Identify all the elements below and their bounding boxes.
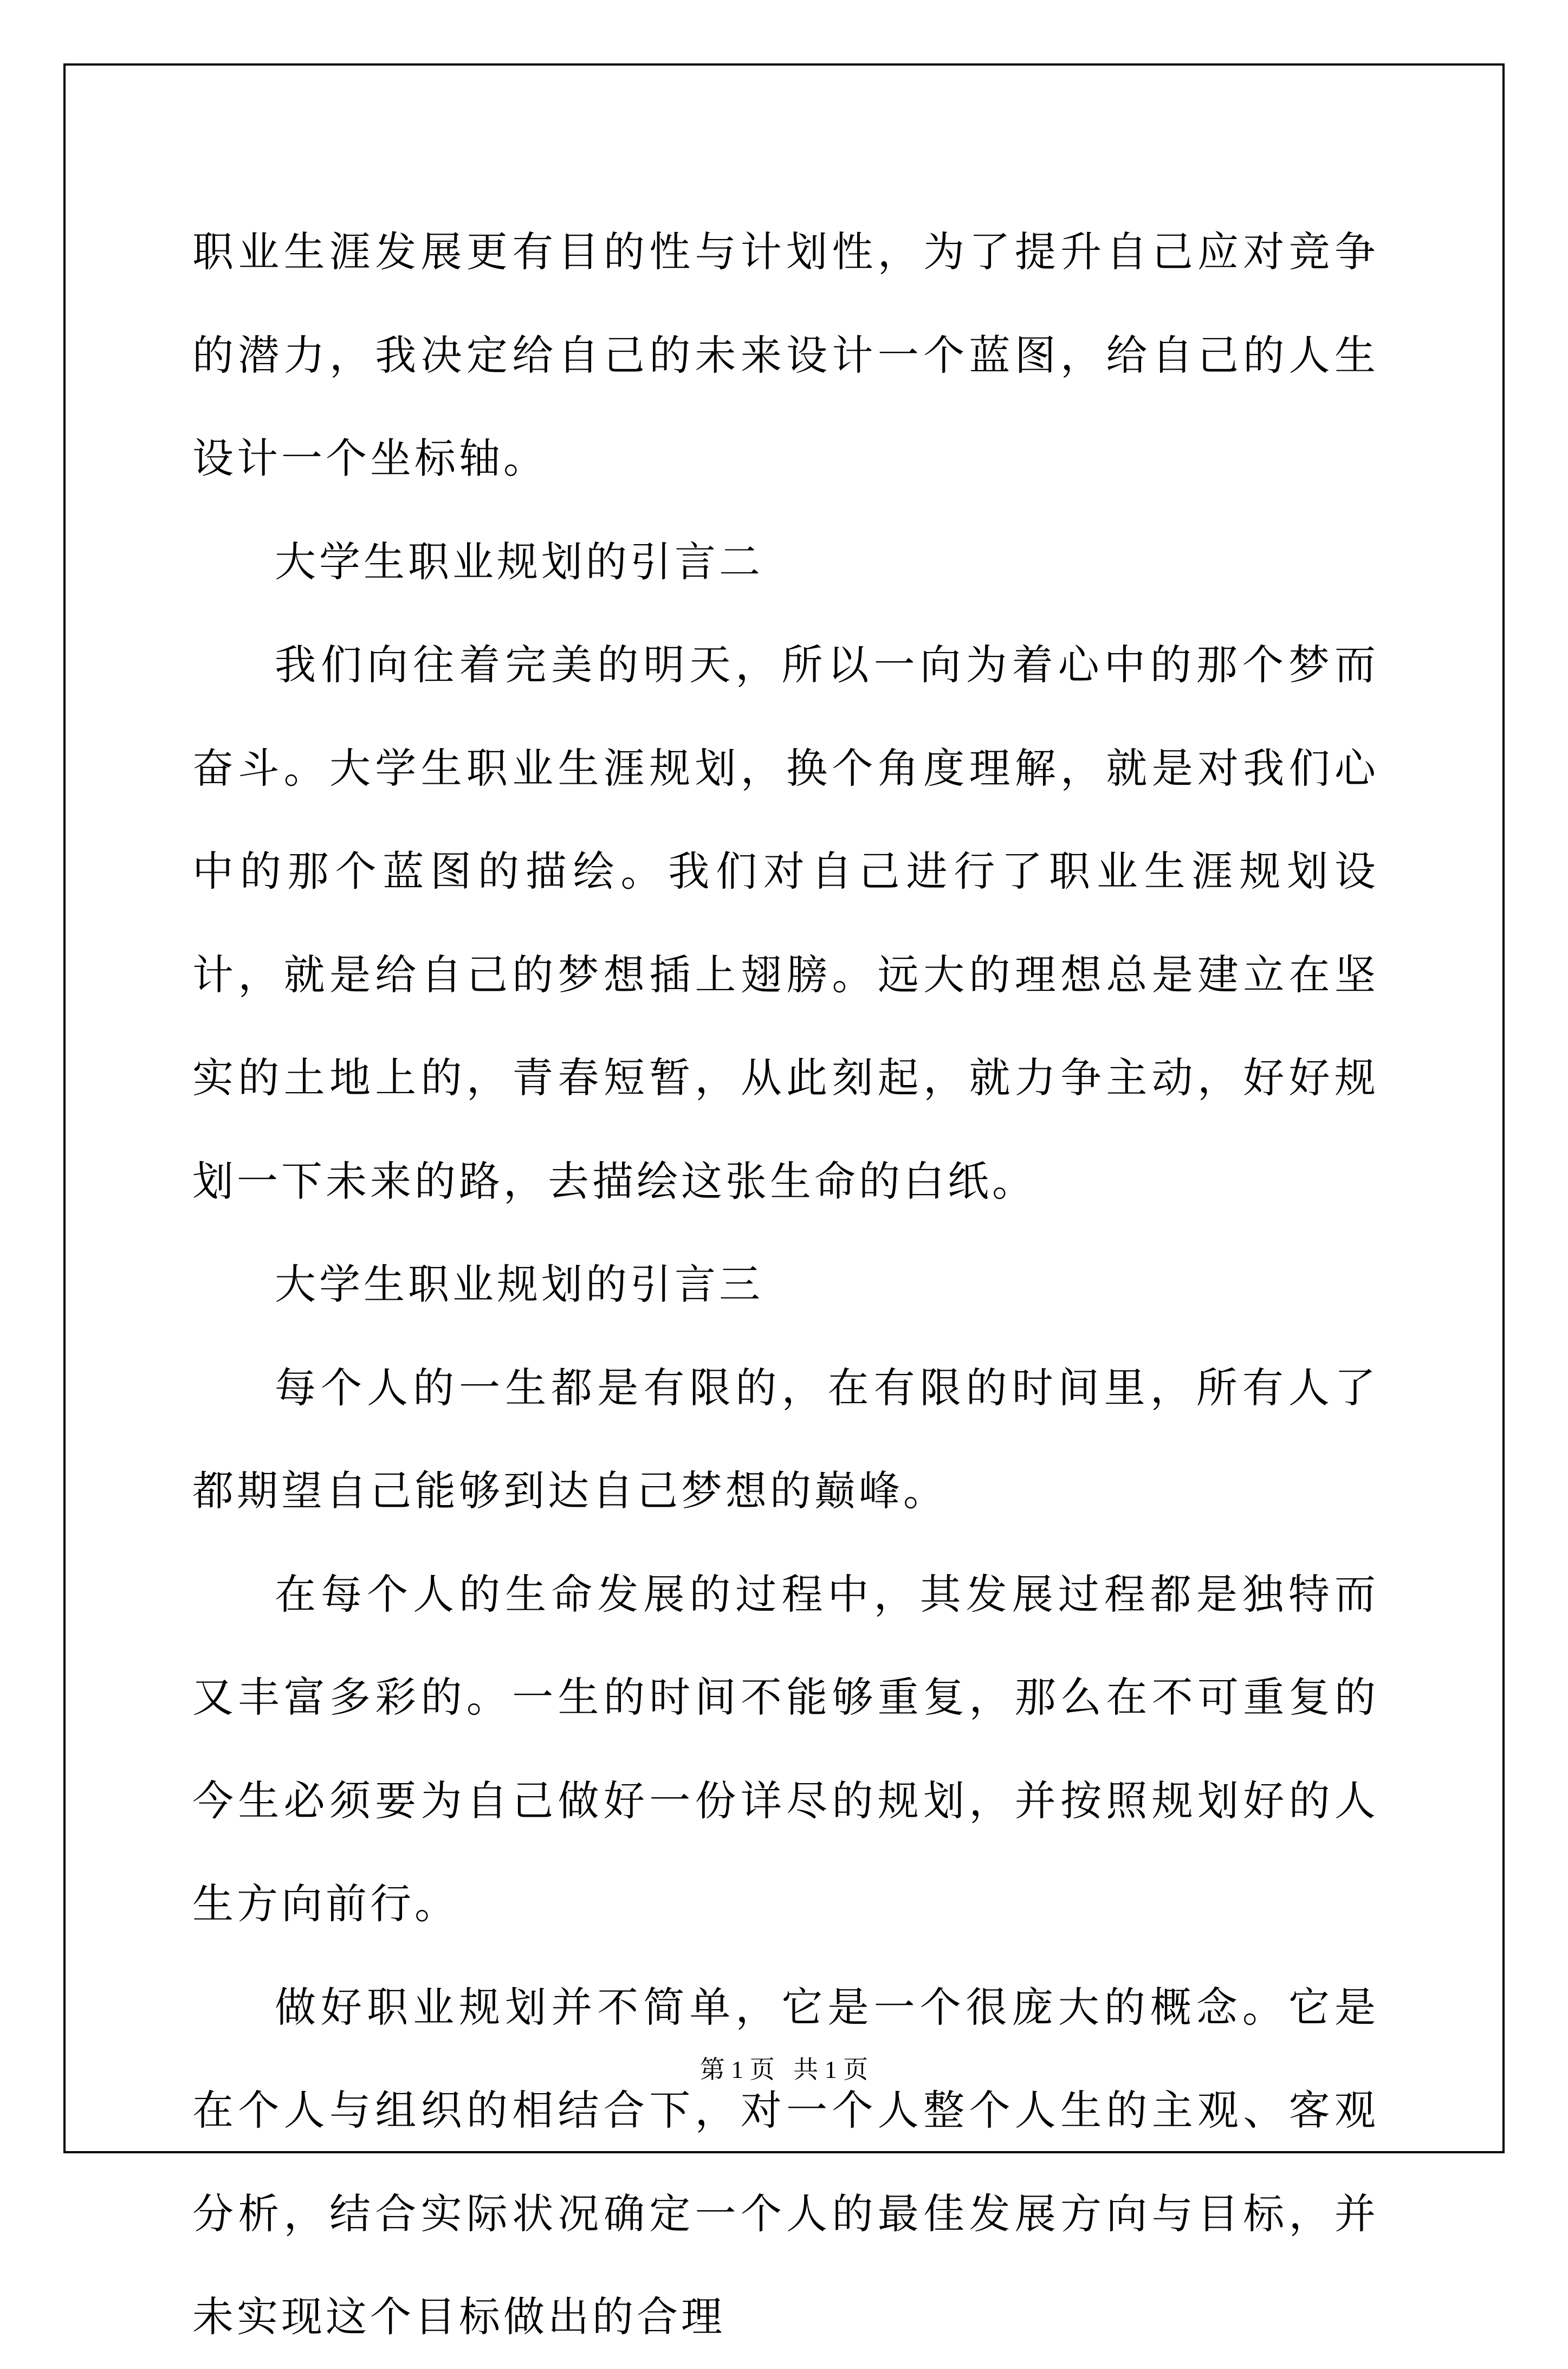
paragraph-2: 我们向往着完美的明天，所以一向为着心中的那个梦而奋斗。大学生职业生涯规划，换个角度理解，就是对我们心中的那个蓝图的描绘。我们对自己进行了职业生涯规划设计，就是给自己的梦想插上翅膀。远大的理想总是建立在坚实的土地上的，青春短暂，从此刻起，就力争主动，好好规划一下未来的路，去描绘这张生命的白纸。: [192, 641, 1379, 1205]
paragraph-1: 职业生涯发展更有目的性与计划性，为了提升自己应对竞争的潜力，我决定给自己的未来设计一个蓝图，给自己的人生设计一个坐标轴。: [192, 228, 1379, 482]
paragraph-5: 做好职业规划并不简单，它是一个很庞大的概念。它是在个人与组织的相结合下，对一个人整个人生的主观、客观分析，结合实际状况确定一个人的最佳发展方向与目标，并未实现这个目标做出的合理: [192, 1983, 1379, 2341]
section-heading-2: 大学生职业规划的引言二: [275, 537, 763, 586]
paragraph-4: 在每个人的生命发展的过程中，其发展过程都是独特而又丰富多彩的。一生的时间不能够重复，那么在不可重复的今生必须要为自己做好一份详尽的规划，并按照规划好的人生方向前行。: [192, 1570, 1379, 1928]
paragraph-3: 每个人的一生都是有限的，在有限的时间里，所有人了都期望自己能够到达自己梦想的巅峰。: [192, 1363, 1379, 1515]
page-footer: 第 1 页 共 1 页: [699, 2056, 869, 2083]
document-body: [192, 201, 1379, 2369]
section-heading-3: 大学生职业规划的引言三: [275, 1260, 763, 1308]
